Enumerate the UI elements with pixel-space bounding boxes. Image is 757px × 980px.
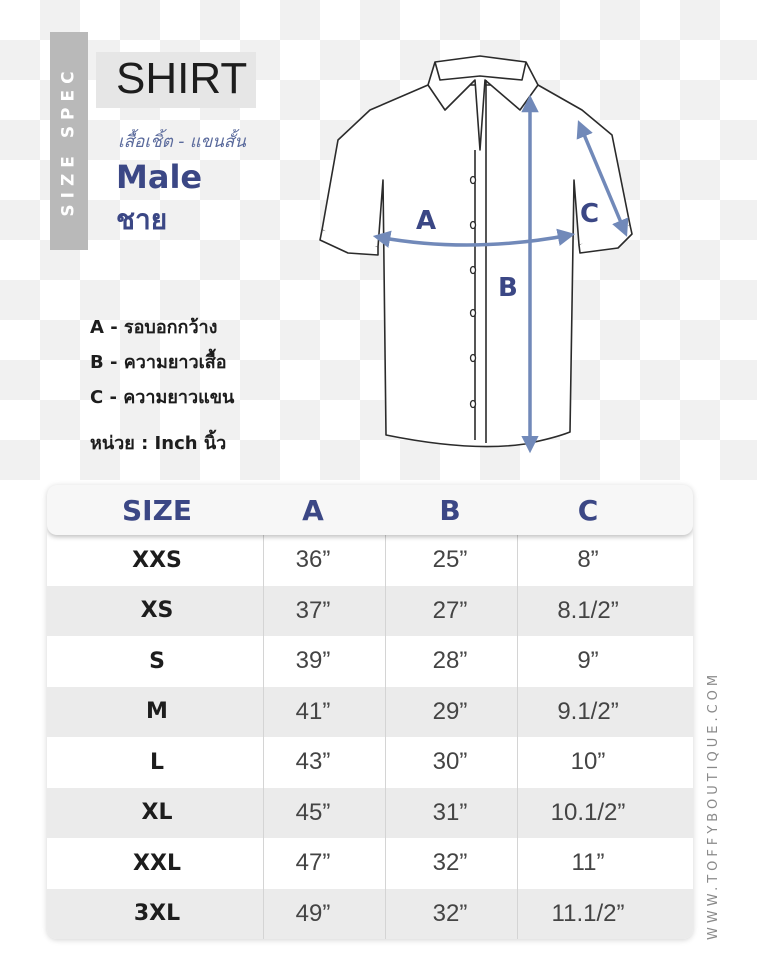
b-cell: 32” (432, 899, 468, 927)
measurement-legend (90, 310, 234, 415)
column-divider (263, 535, 264, 586)
column-divider (385, 788, 386, 839)
a-cell: 49” (295, 899, 331, 927)
size-cell: M (146, 699, 168, 725)
size-spec-text: SIZE SPEC (59, 65, 79, 217)
brand-website: WWW.TOFFYBOUTIQUE.COM (706, 670, 721, 940)
gender-english: Male (116, 158, 203, 196)
c-cell: 9” (577, 647, 599, 675)
size-cell: XL (141, 800, 173, 826)
header-c: C (577, 493, 599, 527)
column-divider (517, 838, 518, 889)
column-divider (263, 889, 264, 940)
table-row (47, 889, 693, 940)
b-cell: 32” (432, 849, 468, 877)
b-cell: 27” (432, 596, 468, 624)
column-divider (385, 636, 386, 687)
size-cell: XS (140, 598, 174, 624)
column-divider (263, 838, 264, 889)
header-a: A (302, 493, 324, 527)
c-cell: 10” (570, 748, 606, 776)
column-divider (517, 889, 518, 940)
c-cell: 9.1/2” (557, 697, 619, 725)
column-divider (517, 586, 518, 637)
a-cell: 37” (295, 596, 331, 624)
table-body (47, 535, 693, 939)
unit-label: หน่วย : Inch นิ้ว (90, 433, 227, 454)
column-divider (263, 788, 264, 839)
c-cell: 11” (571, 849, 605, 877)
size-cell: 3XL (133, 901, 181, 927)
b-cell: 25” (432, 546, 468, 574)
column-divider (385, 838, 386, 889)
table-row (47, 788, 693, 839)
page-title: SHIRT (116, 54, 248, 103)
column-divider (385, 687, 386, 738)
table-row (47, 586, 693, 637)
header-size: SIZE (121, 493, 193, 527)
table-header (47, 485, 693, 535)
column-divider (517, 788, 518, 839)
column-divider (263, 636, 264, 687)
size-cell: L (149, 749, 165, 775)
shirt-diagram (300, 40, 660, 480)
legend-b: B - ความยาวเสื้อ (90, 352, 227, 373)
column-divider (263, 586, 264, 637)
c-cell: 8” (577, 546, 599, 574)
column-divider (263, 737, 264, 788)
a-cell: 43” (295, 748, 331, 776)
diagram-label-b: B (498, 273, 518, 303)
column-divider (517, 535, 518, 586)
size-table (47, 485, 693, 939)
legend-a: A - รอบอกกว้าง (90, 317, 218, 338)
b-cell: 28” (432, 647, 468, 675)
title-box (96, 52, 256, 108)
b-cell: 29” (432, 697, 468, 725)
gender-thai: ชาย (116, 203, 168, 236)
a-cell: 47” (295, 849, 331, 877)
a-cell: 39” (295, 647, 331, 675)
size-spec-vertical-label (50, 32, 88, 250)
diagram-label-a: A (416, 206, 437, 236)
column-divider (385, 586, 386, 637)
header-b: B (439, 493, 461, 527)
column-divider (517, 737, 518, 788)
c-cell: 8.1/2” (557, 596, 619, 624)
c-cell: 10.1/2” (550, 798, 626, 826)
c-cell: 11.1/2” (551, 899, 625, 927)
column-divider (385, 535, 386, 586)
legend-c: C - ความยาวแขน (90, 387, 235, 408)
table-row (47, 687, 693, 738)
column-divider (385, 737, 386, 788)
diagram-label-c: C (580, 199, 600, 229)
column-divider (385, 889, 386, 940)
table-row (47, 737, 693, 788)
size-cell: XXL (133, 850, 181, 876)
shirt-outline (320, 56, 632, 447)
a-cell: 36” (295, 546, 331, 574)
subtitle-thai: เสื้อเชิ้ต - แขนสั้น (118, 132, 246, 152)
table-row (47, 535, 693, 586)
size-cell: XXS (132, 547, 182, 573)
column-divider (263, 687, 264, 738)
a-cell: 45” (295, 798, 331, 826)
table-row (47, 838, 693, 889)
column-divider (517, 636, 518, 687)
table-row (47, 636, 693, 687)
a-cell: 41” (295, 697, 331, 725)
b-cell: 31” (432, 798, 468, 826)
b-cell: 30” (432, 748, 468, 776)
column-divider (517, 687, 518, 738)
size-cell: S (149, 648, 165, 674)
